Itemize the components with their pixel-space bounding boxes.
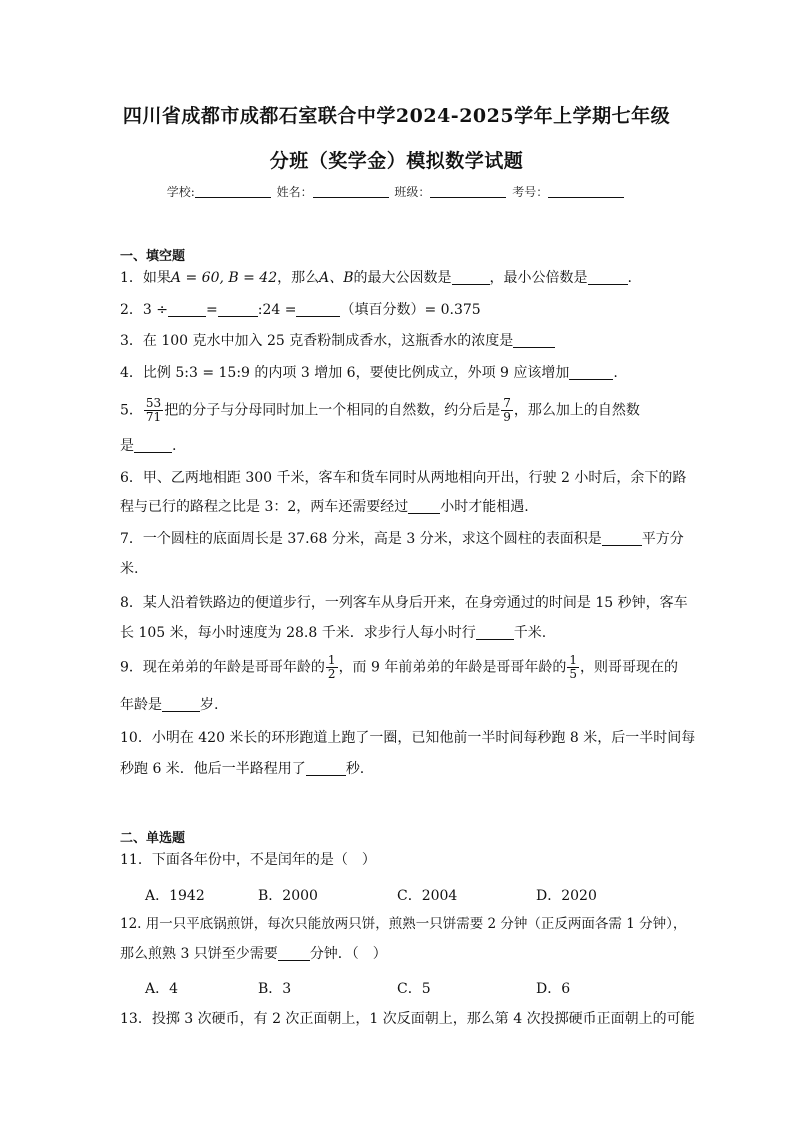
q8-text-b: 长 105 米，每小时速度为 28.8 千米．求步行人每小时行 <box>120 625 476 641</box>
question-9 <box>120 654 680 681</box>
school-label: 学校: <box>166 185 195 199</box>
name-label: 姓名： <box>276 185 313 199</box>
q12-text-a: 12. 用一只平底锅煎饼，每次只能放两只饼，煎熟一只饼需要 2 分钟（正反两面各需 1 分钟）， <box>120 916 687 932</box>
q9-fraction-1: $\frac{1}{2}$ <box>327 653 336 681</box>
q12-option-b[interactable]: B．3 <box>258 981 292 997</box>
question-1 <box>120 270 680 286</box>
q2-text-b: = <box>206 302 218 318</box>
q1-text-b: ，那么 <box>277 270 320 286</box>
q10-answer-blank[interactable] <box>306 761 346 776</box>
question-7-cont <box>120 561 680 577</box>
q5-text-b: 把的分子与分母同时加上一个相同的自然数，约分后是 <box>164 402 501 419</box>
q2-text-c: :24 = <box>257 302 297 318</box>
q4-text-b: . <box>613 365 618 381</box>
q1-text-a: 1．如果 <box>120 270 171 286</box>
q11-option-b[interactable]: B．2000 <box>258 888 318 904</box>
q2-text-a: 2．3 ÷ <box>120 302 168 318</box>
q6-text-c: 小时才能相遇. <box>440 499 529 515</box>
question-13 <box>120 1011 695 1027</box>
q1-text-e: ，最小公倍数是 <box>489 270 588 286</box>
q3-text-a: 3．在 100 克水中加入 25 克香粉制成香水，这瓶香水的浓度是 <box>120 333 514 349</box>
q9-text-a: 9．现在弟弟的年龄是哥哥年龄的 <box>120 659 325 676</box>
question-6-cont <box>120 499 680 515</box>
q4-text-a: 4．比例 5:3 = 15:9 的内项 3 增加 6，要使比例成立，外项 9 应该增加 <box>120 365 570 381</box>
question-8 <box>120 595 688 611</box>
q1-expression: A = 60, B = 42 <box>170 270 278 286</box>
question-5-cont <box>120 438 680 454</box>
question-12 <box>120 916 687 932</box>
question-11: 11．下面各年份中，不是闰年的是（ ） <box>120 852 376 868</box>
q7-text-b: 平方分 <box>641 531 684 547</box>
q12-text-c: 分钟．（ ） <box>309 946 387 962</box>
q12-option-c[interactable]: C．5 <box>397 981 431 997</box>
q7-answer-blank[interactable] <box>602 531 642 546</box>
q13-text-a: 13．投掷 3 次硬币，有 2 次正面朝上，1 次反面朝上，那么第 4 次投掷硬币正面朝上的可能 <box>120 1011 695 1027</box>
q6-text-b: 程与已行的路程之比是 3：2，两车还需要经过 <box>120 499 409 515</box>
q5-text-a: 5． <box>120 402 143 419</box>
q9-text-c: ，则哥哥现在的 <box>580 659 679 676</box>
q2-answer-blank-1[interactable] <box>168 302 206 317</box>
q9-text-b: ，而 9 年前弟弟的年龄是哥哥年龄的 <box>338 659 567 676</box>
q1-text-d: 的最大公因数是 <box>353 270 452 286</box>
q10-text-a: 10．小明在 420 米长的环形跑道上跑了一圈，已知他前一半时间每秒跑 8 米，后一半时间每 <box>120 730 696 746</box>
question-6 <box>120 470 687 486</box>
section-heading-fill-in: 一、填空题 <box>120 249 186 264</box>
question-8-cont <box>120 625 680 641</box>
q7-text-a: 7．一个圆柱的底面周长是 37.68 分米，高是 3 分米，求这个圆柱的表面积是 <box>120 531 602 547</box>
question-10 <box>120 730 696 746</box>
question-7 <box>120 531 684 547</box>
q6-text-a: 6．甲、乙两地相距 300 千米，客车和货车同时从两地相向开出，行驶 2 小时后，余下的路 <box>120 470 687 486</box>
q5-fraction-2: $\frac{7}{9}$ <box>503 396 511 424</box>
q1-text-c: A、B <box>319 270 354 286</box>
q1-answer-blank-1[interactable] <box>452 270 490 285</box>
q5-answer-blank[interactable] <box>134 438 172 453</box>
question-10-cont <box>120 761 680 777</box>
q2-answer-blank-3[interactable] <box>296 302 340 317</box>
question-2 <box>120 302 680 318</box>
q5-text-e: . <box>172 438 177 454</box>
q8-answer-blank[interactable] <box>476 625 514 640</box>
q2-text-d: （填百分数）= 0.375 <box>340 302 481 318</box>
q7-text-c: 米. <box>120 561 139 577</box>
section-heading-single-choice: 二、单选题 <box>120 831 186 846</box>
q12-text-b: 那么煎熟 3 只饼至少需要 <box>120 946 278 962</box>
q6-answer-blank[interactable] <box>408 499 440 514</box>
q9-text-d: 年龄是 <box>120 697 162 713</box>
q10-text-b: 秒跑 6 米．他后一半路程用了 <box>120 761 306 777</box>
class-blank[interactable] <box>430 185 506 198</box>
q9-fraction-2: $\frac{1}{5}$ <box>569 653 578 681</box>
q9-text-e: 岁. <box>200 697 219 713</box>
number-label: 考号： <box>512 185 549 199</box>
name-blank[interactable] <box>313 185 389 198</box>
number-blank[interactable] <box>548 185 624 198</box>
q12-option-d[interactable]: D．6 <box>536 981 571 997</box>
exam-title-line1: 四川省成都市成都石室联合中学2024-2025学年上学期七年级 <box>122 105 671 127</box>
q3-answer-blank[interactable] <box>513 333 555 348</box>
q4-answer-blank[interactable] <box>569 365 613 380</box>
q2-answer-blank-2[interactable] <box>218 302 258 317</box>
student-info-line <box>0 183 793 200</box>
q11-option-d[interactable]: D．2020 <box>536 888 597 904</box>
question-9-cont <box>120 697 680 713</box>
q1-answer-blank-2[interactable] <box>588 270 628 285</box>
q5-text-c: ，那么加上的自然数 <box>513 402 640 419</box>
q1-text-f: . <box>627 270 632 286</box>
q9-answer-blank[interactable] <box>162 697 200 712</box>
q5-text-d: 是 <box>120 438 134 454</box>
q12-answer-blank[interactable] <box>278 946 310 961</box>
q11-option-c[interactable]: C．2004 <box>397 888 458 904</box>
question-5 <box>120 397 680 424</box>
q11-option-a[interactable]: A．1942 <box>145 888 205 904</box>
school-blank[interactable] <box>195 185 271 198</box>
question-3 <box>120 333 680 349</box>
q12-option-a[interactable]: A．4 <box>145 981 179 997</box>
q5-fraction-1: $\frac{53}{71}$ <box>145 396 162 424</box>
q8-text-a: 8．某人沿着铁路边的便道步行，一列客车从身后开来，在身旁通过的时间是 15 秒钟，客车 <box>120 595 688 611</box>
q8-text-c: 千米. <box>513 625 547 641</box>
exam-title-line2: 分班（奖学金）模拟数学试题 <box>269 150 524 172</box>
q10-text-c: 秒. <box>345 761 365 777</box>
question-4 <box>120 365 680 381</box>
class-label: 班级： <box>394 185 431 199</box>
question-12-cont <box>120 946 680 962</box>
